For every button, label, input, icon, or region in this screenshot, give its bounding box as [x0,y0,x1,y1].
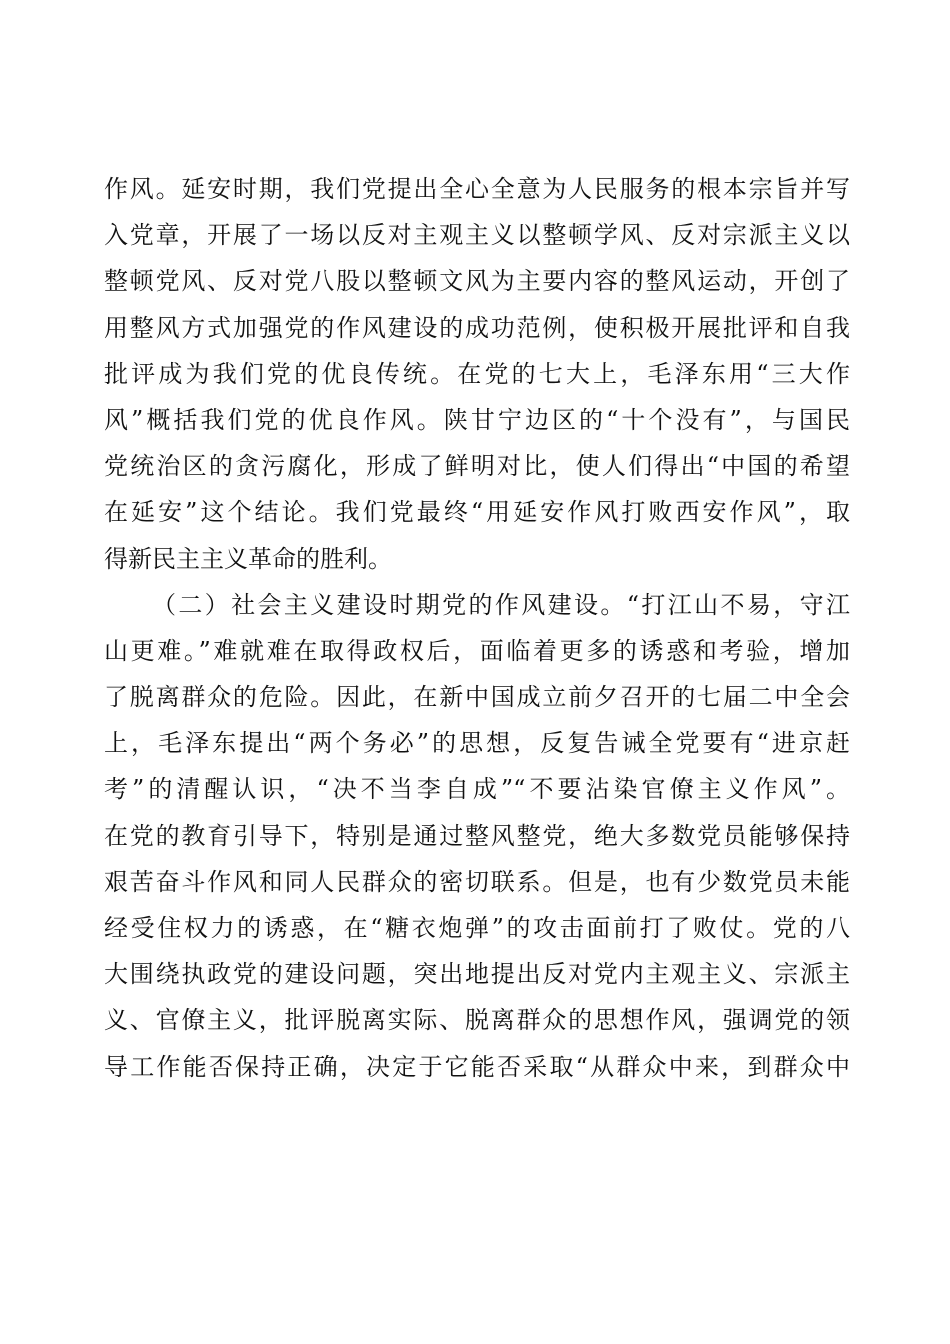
text-line: 批评成为我们党的优良传统。在党的七大上，毛泽东用“三大作 [104,359,850,388]
text-line: 党统治区的贪污腐化，形成了鲜明对比，使人们得出“中国的希望 [104,452,850,481]
text-line: 整顿党风、反对党八股以整顿文风为主要内容的整风运动，开创了 [104,267,850,296]
text-line: 在延安”这个结论。我们党最终“用延安作风打败西安作风”，取 [104,498,850,527]
text-line: 得新民主主义革命的胜利。 [104,544,392,573]
text-line: 义、官僚主义，批评脱离实际、脱离群众的思想作风，强调党的领 [104,1006,850,1035]
text-line: 在党的教育引导下，特别是通过整风整党，绝大多数党员能够保持 [104,821,850,850]
text-line: 入党章，开展了一场以反对主观主义以整顿学风、反对宗派主义以 [104,221,850,250]
text-line: 上，毛泽东提出“两个务必”的思想，反复告诫全党要有“进京赶 [104,729,850,758]
section-heading-line: （二）社会主义建设时期党的作风建设。“打江山不易，守江 [152,590,850,619]
body-text [104,166,850,1090]
text-line: 经受住权力的诱惑，在“糖衣炮弹”的攻击面前打了败仗。党的八 [104,914,850,942]
text-line: 作风。延安时期，我们党提出全心全意为人民服务的根本宗旨并写 [104,175,850,203]
text-line: 风”概括我们党的优良作风。陕甘宁边区的“十个没有”，与国民 [104,405,850,434]
text-line: 导工作能否保持正确，决定于它能否采取“从群众中来，到群众中 [104,1052,850,1081]
text-line: 了脱离群众的危险。因此，在新中国成立前夕召开的七届二中全会 [104,683,850,712]
text-line: 考”的清醒认识，“决不当李自成”“不要沾染官僚主义作风”。 [104,775,850,804]
text-line: 用整风方式加强党的作风建设的成功范例，使积极开展批评和自我 [104,313,850,342]
text-line: 艰苦奋斗作风和同人民群众的密切联系。但是，也有少数党员未能 [104,867,850,896]
text-line: 大围绕执政党的建设问题，突出地提出反对党内主观主义、宗派主 [104,960,850,989]
text-line: 山更难。”难就难在取得政权后，面临着更多的诱惑和考验，增加 [104,636,850,665]
